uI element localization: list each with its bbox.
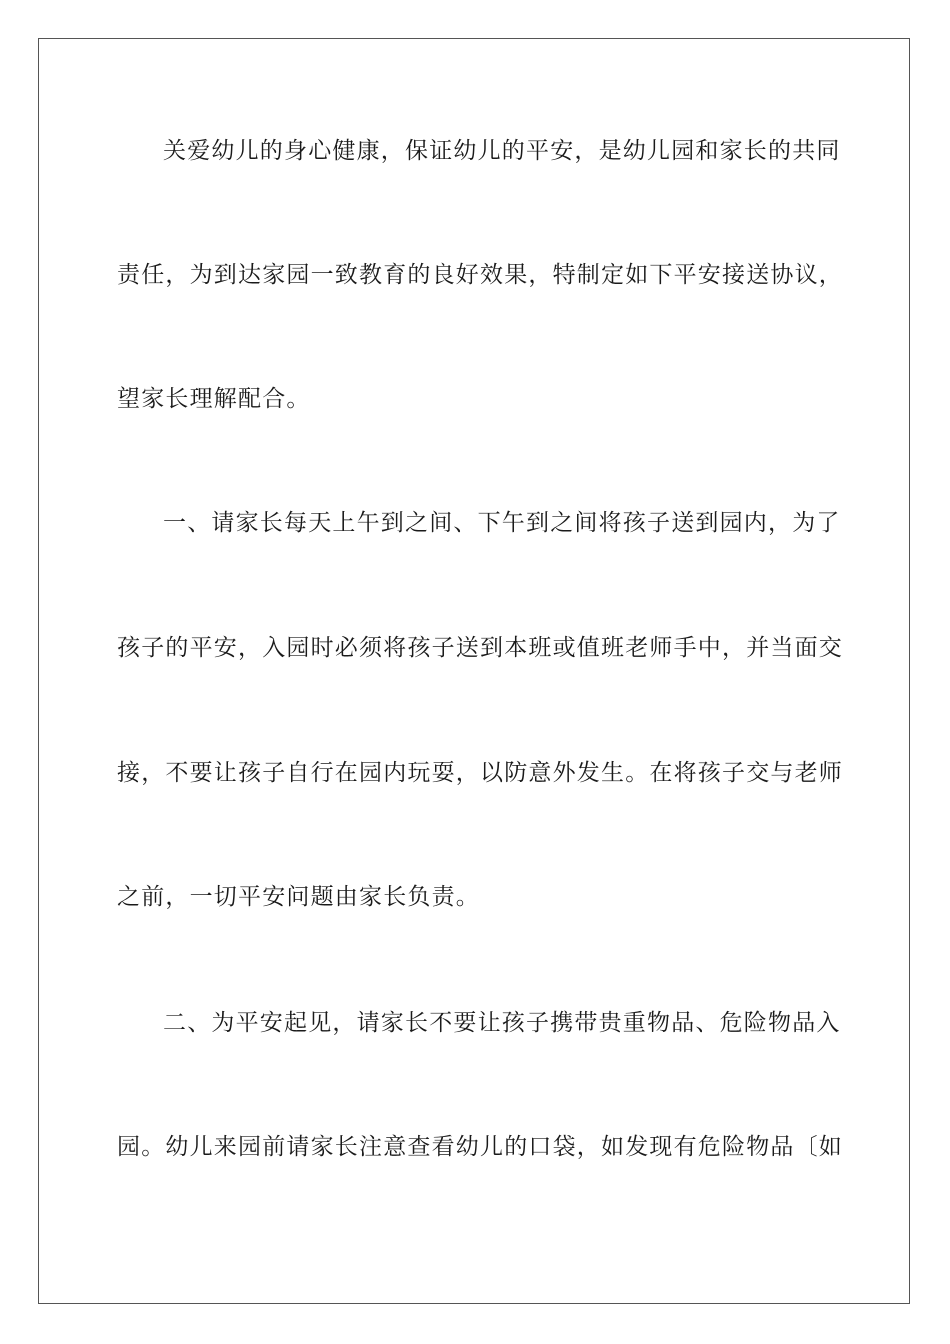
paragraph-3-line-1: 二、为平安起见，请家长不要让孩子携带贵重物品、危险物品入: [163, 1010, 841, 1036]
paragraph-1-line-1: 关爱幼儿的身心健康，保证幼儿的平安，是幼儿园和家长的共同: [163, 138, 841, 164]
page-border: [38, 38, 910, 1304]
paragraph-2-line-4: 之前，一切平安问题由家长负责。: [117, 884, 480, 910]
paragraph-2-line-2: 孩子的平安，入园时必须将孩子送到本班或值班老师手中，并当面交: [117, 635, 843, 661]
paragraph-2-line-3: 接，不要让孩子自行在园内玩耍，以防意外发生。在将孩子交与老师: [117, 760, 843, 786]
paragraph-3-line-2: 园。幼儿来园前请家长注意查看幼儿的口袋，如发现有危险物品〔如: [117, 1134, 843, 1160]
paragraph-1-line-3: 望家长理解配合。: [117, 386, 311, 412]
paragraph-1-line-2: 责任，为到达家园一致教育的良好效果，特制定如下平安接送协议，: [117, 262, 843, 288]
paragraph-2-line-1: 一、请家长每天上午到之间、下午到之间将孩子送到园内，为了: [163, 510, 841, 536]
